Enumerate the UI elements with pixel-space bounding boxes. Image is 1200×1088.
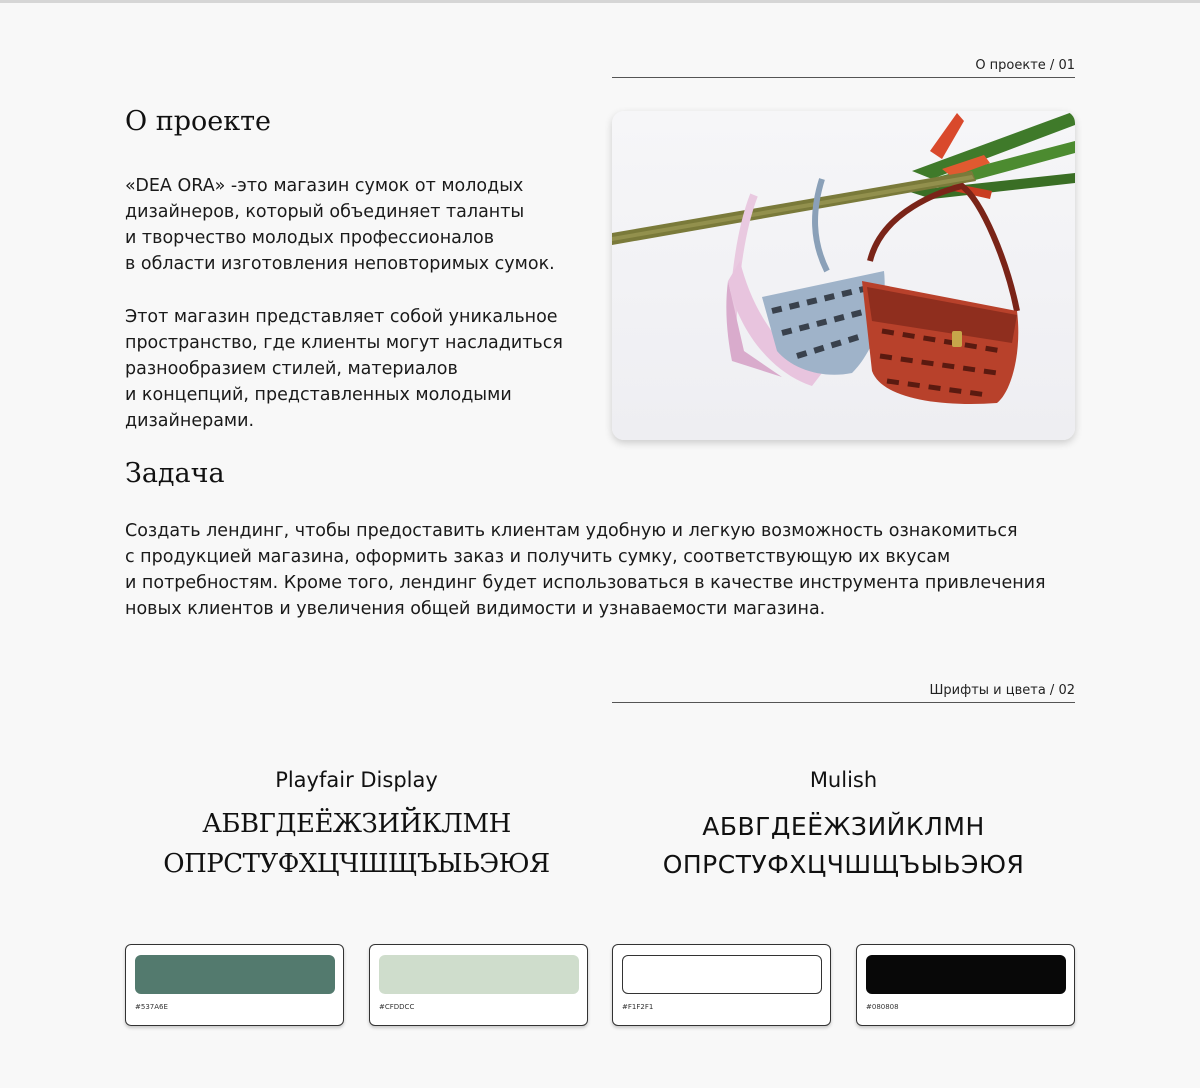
section-marker-fonts-colors: Шрифты и цвета / 02 [612, 683, 1075, 703]
task-text: Создать лендинг, чтобы предоставить клиентам удобную и легкую возможность ознакомиться с продукцией магазина, оформить заказ и получить сумку, соответствующую их вкусам и потребностям. Кроме того, лендинг будет использоваться в качестве инструмента привлечения новых клиентов и увеличения общей видимости и узнаваемости магазина. [125, 521, 1046, 619]
font-sample-serif-line2: ОПРСТУФХЦЧШЩЪЫЬЭЮЯ [163, 849, 550, 879]
swatch-hex-label: #537A6E [135, 1003, 168, 1011]
swatch-hex-label: #CFDDCC [379, 1003, 415, 1011]
color-swatch-card [125, 944, 344, 1026]
font-name-sans: Mulish [809, 768, 878, 792]
swatch-color [622, 955, 822, 994]
color-swatch-card [612, 944, 831, 1026]
about-intro-text: «DEA ORA» -это магазин сумок от молодых дизайнеров, который объединяет таланты и творчество молодых профессионалов в области изготовления неповторимых сумок. [125, 176, 555, 274]
about-description-text: Этот магазин представляет собой уникальное пространство, где клиенты могут насладиться разнообразием стилей, материалов и концепций, представленных молодыми дизайнерами. [125, 307, 563, 431]
font-name-serif: Playfair Display [275, 768, 438, 792]
bags-illustration [612, 111, 1075, 440]
about-title: О проекте [125, 106, 272, 137]
font-sample-sans-line2: ОПРСТУФХЦЧШЩЪЫЬЭЮЯ [662, 850, 1025, 879]
top-divider [0, 0, 1200, 3]
swatch-hex-label: #F1F2F1 [622, 1003, 654, 1011]
product-photo [612, 111, 1075, 440]
swatch-hex-label: #080808 [866, 1003, 899, 1011]
color-swatch-card [369, 944, 588, 1026]
swatch-color [135, 955, 335, 994]
swatch-color [379, 955, 579, 994]
task-title: Задача [125, 458, 225, 489]
color-swatch-card [856, 944, 1075, 1026]
font-sample-serif-line1: АБВГДЕЁЖЗИЙКЛМН [202, 809, 511, 839]
font-sample-sans-line1: АБВГДЕЁЖЗИЙКЛМН [702, 812, 985, 841]
swatch-color [866, 955, 1066, 994]
section-marker-about: О проекте / 01 [612, 58, 1075, 78]
